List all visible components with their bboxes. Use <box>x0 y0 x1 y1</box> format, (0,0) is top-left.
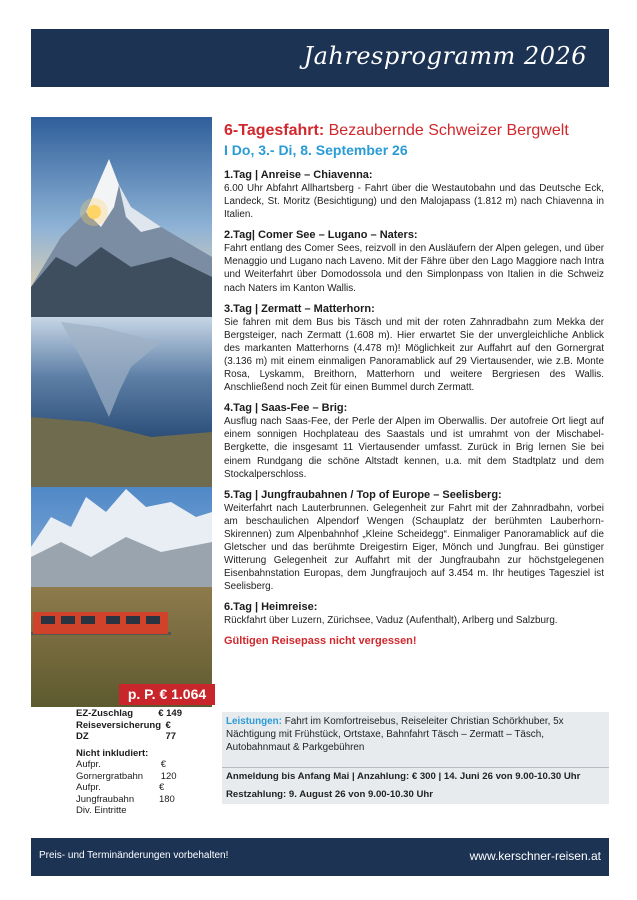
itinerary <box>224 121 604 647</box>
final-payment-info: Restzahlung: 9. August 26 von 9.00-10.30 Uhr <box>226 789 434 800</box>
day-heading: 5.Tag | Jungfraubahnen / Top of Europe – Seelisberg: <box>224 488 502 501</box>
not-included-row <box>31 782 212 805</box>
not-included-label: Aufpr. Jungfraubahn <box>76 782 135 805</box>
day-block <box>224 600 604 627</box>
page-title: Jahresprogramm 2026 <box>303 42 587 70</box>
day-text: Fahrt entlang des Comer Sees, reizvoll in den Ausläufern der Alpen gelegen, und über Menaggio und Lugano nach Laveno. Mit der Fähre über den Lago Maggiore nach Intra und Weiterfahrt über Domodossola und den Simplonpass von Italien in die Schweiz nach Naters im Kanton Wallis. <box>224 243 604 294</box>
booking-info: Anmeldung bis Anfang Mai | Anzahlung: € 300 | 14. Juni 26 von 9.00-10.30 Uhr <box>226 771 581 782</box>
day-text: Sie fahren mit dem Bus bis Täsch und mit der roten Zahnradbahn zum Mekka der Bergsteiger, nach Zermatt (1.608 m). Hier erwartet Sie der unvergleichliche Anblick des markanten Matterhorns (4.478 m)! Möglichkeit zur Auffahrt auf den Gornergrat (3.136 m) mit einem einmaligen Panoramablick auf 29 Viertausender, wie z.B. Monte Rosa, Lyskamm, Breithorn, Matterhorn und weitere Bergriesen des Wallis. Anschließend noch Zeit für einen Bummel durch Zermatt. <box>224 316 604 394</box>
matterhorn-photo <box>31 117 212 707</box>
header-banner <box>31 29 609 87</box>
day-text: Ausflug nach Saas-Fee, der Perle der Alpen im Oberwallis. Der autofreie Ort liegt auf einem sonnigen Hochplateau des Saastals und ist umrahmt von der Mischabel-Bergkette, die insgesamt 11 Viertausender umfasst. Zurück in Brig lernen Sie bei einem Rundgang die schöne Altstadt kennen, u.a. mit dem Stadtplatz und dem Stockalperschloss. <box>224 416 604 480</box>
not-included-row <box>31 805 212 817</box>
disclaimer-text: Preis- und Terminänderungen vorbehalten! <box>39 850 229 861</box>
not-included-value: € 120 <box>160 759 177 782</box>
extra-row <box>31 720 212 743</box>
day-heading: 3.Tag | Zermatt – Matterhorn: <box>224 302 375 315</box>
extra-row <box>31 708 212 720</box>
services-label: Leistungen: <box>226 716 282 727</box>
not-included-value: € 180 <box>158 782 175 805</box>
not-included-heading: Nicht inkludiert: <box>76 747 149 759</box>
price-list <box>31 708 212 816</box>
extra-label: Reiseversicherung DZ <box>76 719 162 742</box>
trip-dates: I Do, 3.- Di, 8. September 26 <box>224 142 408 158</box>
day-heading: 2.Tag| Comer See – Lugano – Naters: <box>224 229 418 242</box>
day-block <box>224 488 604 594</box>
day-heading: 4.Tag | Saas-Fee – Brig: <box>224 402 348 415</box>
services-text-block <box>222 712 609 754</box>
day-text: Rückfahrt über Luzern, Zürichsee, Vaduz (Aufenthalt), Arlberg und Salzburg. <box>224 615 558 627</box>
day-block <box>224 228 604 294</box>
day-heading: 6.Tag | Heimreise: <box>224 601 318 614</box>
price-badge: p. P. € 1.064 <box>119 684 215 705</box>
footer-bar <box>31 838 609 876</box>
extra-label: EZ-Zuschlag <box>76 708 134 719</box>
day-block <box>224 302 604 395</box>
not-included-label: Div. Eintritte <box>76 805 127 816</box>
day-text: 6.00 Uhr Abfahrt Allhartsberg - Fahrt über die Westautobahn und das Deutsche Eck, Landeck, St. Moritz (Besichtigung) und den Malojapass (1.812 m) nach Chiavenna in Italien. <box>224 183 604 221</box>
passport-warning: Gültigen Reisepass nicht vergessen! <box>224 635 417 648</box>
services-panel <box>222 712 609 804</box>
not-included-row <box>31 759 212 782</box>
trip-title-bold: 6-Tagesfahrt: <box>224 122 325 139</box>
trip-title-rest: Bezaubernde Schweizer Bergwelt <box>328 122 569 139</box>
day-text: Weiterfahrt nach Lauterbrunnen. Gelegenheit zur Fahrt mit der Zahnradbahn, vorbei am beschaulichen Alpendorf Wengen (Schauplatz der berühmten Lauberhorn-Skirennen) zum Alpenbahnhof „Kleine Scheidegg“. Einmaliger Panoramablick auf die Gletscher und das berühmte Dreigestirn Eiger, Mönch und Jungfrau. Bei günstiger Witterung Gelegenheit zur Auffahrt mit der Jungfraubahn zur höchstgelegenen Eisenbahnstation Europas, dem Jungfraujoch auf 3.454 m. Ihr heutiges Tagesziel ist Seelisberg. <box>224 502 604 593</box>
divider <box>222 767 609 768</box>
trip-title <box>224 121 604 141</box>
day-block <box>224 168 604 221</box>
extra-value: € 149 <box>158 708 182 719</box>
extra-value: € 77 <box>165 719 177 742</box>
day-block <box>224 401 604 480</box>
day-heading: 1.Tag | Anreise – Chiavenna: <box>224 169 373 181</box>
not-included-label: Aufpr. Gornergratbahn <box>76 759 144 782</box>
alpine-illustration <box>31 117 212 707</box>
services-text: Fahrt im Komfortreisebus, Reiseleiter Christian Schörkhuber, 5x Nächtigung mit Frühstück, Ortstaxe, Bahnfahrt Täsch – Zermatt – Täsch, Autobahnmaut & Parkgebühren <box>226 716 564 753</box>
website-link[interactable]: www.kerschner-reisen.at <box>469 849 601 863</box>
